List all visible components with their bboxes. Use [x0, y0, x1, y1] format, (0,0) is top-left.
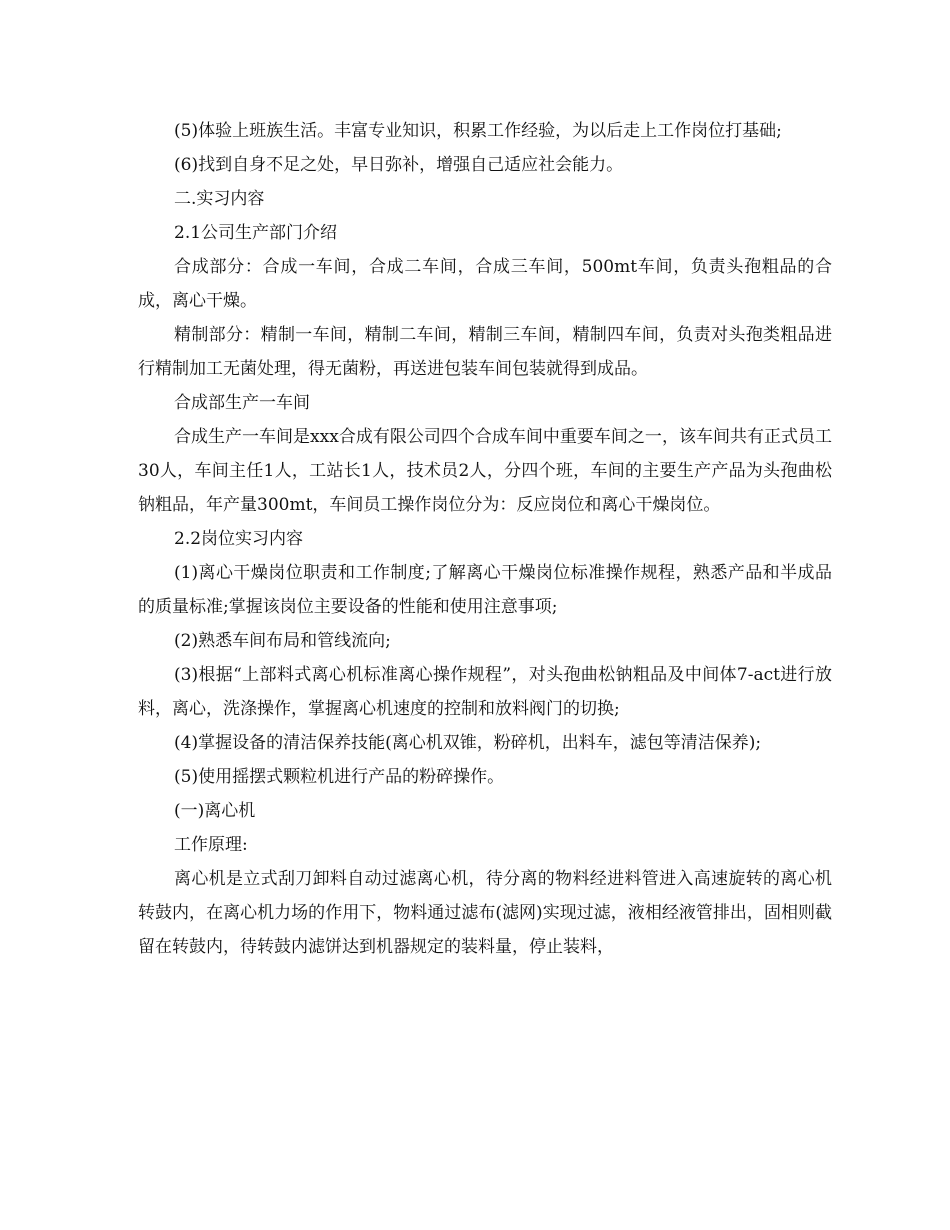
paragraph-task-1: (1)离心干燥岗位职责和工作制度;了解离心干燥岗位标准操作规程，熟悉产品和半成品的质量标准;掌握该岗位主要设备的性能和使用注意事项;: [138, 563, 832, 617]
paragraph-refining-division: 精制部分：精制一车间，精制二车间，精制三车间，精制四车间，负责对头孢类粗品进行精制加工无菌处理，得无菌粉，再送进包装车间包装就得到成品。: [138, 325, 832, 379]
paragraph-purpose-6: (6)找到自身不足之处，早日弥补，增强自己适应社会能力。: [174, 155, 624, 175]
paragraph-purpose-5: (5)体验上班族生活。丰富专业知识，积累工作经验，为以后走上工作岗位打基础;: [174, 121, 782, 141]
section-heading-internship-content: 二.实习内容: [174, 189, 265, 209]
heading-centrifuge: (一)离心机: [174, 801, 256, 821]
paragraph-centrifuge-principle: 离心机是立式刮刀卸料自动过滤离心机，待分离的物料经进料管进入高速旋转的离心机转鼓内，在离心机力场的作用下，物料通过滤布(滤网)实现过滤，液相经液管排出，固相则截留在转鼓内，待转鼓内滤饼达到机器规定的装料量，停止装料，: [138, 869, 832, 957]
heading-working-principle: 工作原理:: [174, 835, 248, 855]
heading-workshop-one: 合成部生产一车间: [174, 393, 310, 413]
paragraph-workshop-one-description: 合成生产一车间是xxx合成有限公司四个合成车间中重要车间之一，该车间共有正式员工30人，车间主任1人，工站长1人，技术员2人，分四个班，车间的主要生产产品为头孢曲松钠粗品，年产量300mt，车间员工操作岗位分为：反应岗位和离心干燥岗位。: [138, 427, 832, 515]
paragraph-task-4: (4)掌握设备的清洁保养技能(离心机双锥，粉碎机，出料车，滤包等清洁保养);: [174, 733, 762, 753]
paragraph-task-3: (3)根据“上部料式离心机标准离心操作规程”，对头孢曲松钠粗品及中间体7-act进行放料，离心，洗涤操作，掌握离心机速度的控制和放料阀门的切换;: [138, 665, 832, 719]
paragraph-task-5: (5)使用摇摆式颗粒机进行产品的粉碎操作。: [174, 767, 505, 787]
paragraph-task-2: (2)熟悉车间布局和管线流向;: [174, 631, 391, 651]
subsection-heading-2-2: 2.2岗位实习内容: [174, 529, 304, 549]
subsection-heading-2-1: 2.1公司生产部门介绍: [174, 223, 338, 243]
paragraph-synthesis-division: 合成部分：合成一车间，合成二车间，合成三车间，500mt车间，负责头孢粗品的合成，离心干燥。: [138, 257, 832, 311]
